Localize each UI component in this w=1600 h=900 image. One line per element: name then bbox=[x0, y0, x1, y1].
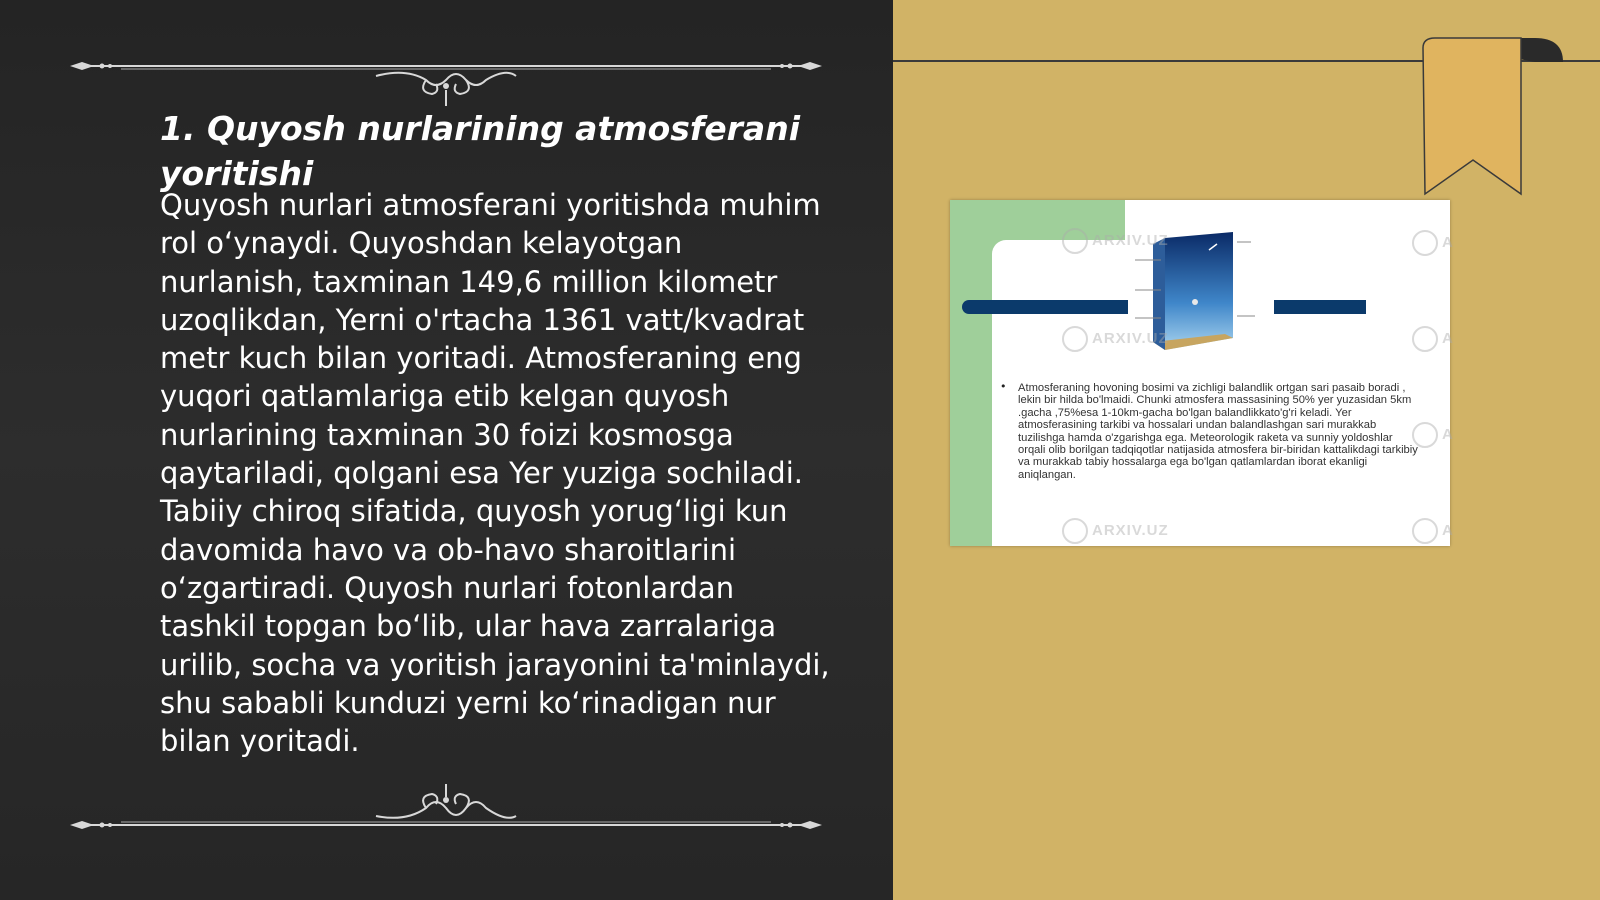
watermark: ARXIV.UZ bbox=[1062, 228, 1169, 254]
watermark-partial: A bbox=[1412, 326, 1454, 352]
watermark-partial: A bbox=[1412, 518, 1454, 544]
bottom-flourish-divider bbox=[66, 770, 826, 830]
inset-title-bar bbox=[962, 300, 1128, 314]
bookmark-ribbon-icon bbox=[1423, 38, 1535, 198]
watermark-partial: A bbox=[1412, 230, 1454, 256]
watermark: ARXIV.UZ bbox=[1062, 326, 1169, 352]
inset-title-bar-right bbox=[1274, 300, 1366, 314]
watermark-partial: A bbox=[1412, 422, 1454, 448]
watermark-search-icon bbox=[1062, 326, 1088, 352]
watermark-search-icon bbox=[1412, 518, 1438, 544]
inset-paragraph: Atmosferaning hovoning bosimi va zichligi balandlik ortgan sari pasaib boradi , lekin bir hilda bo'lmaidi. Chunki atmosfera massasining 50% yer yuzasidan 5km .gacha ,75%esa 1-10km-gacha bo'lgan balandlikkato'g'ri keladi. Yer atmosferasining tarkibi va hossalari undan balandlashgan sari murakkab tuzilishga hamda o'zgarishga ega. Meteorologik raketa va sunniy yoldoshlar orqali olib borilgan tadqiqotlar natijasida atmosfera bir-biridan kattalikdagi tarkibiy va murakkab tabiy hossalarga ega bo'lgan qatlamlardan iborat ekanligi aniqlangan. bbox=[1018, 382, 1418, 481]
top-flourish-divider bbox=[66, 50, 826, 110]
watermark-search-icon bbox=[1062, 228, 1088, 254]
watermark-search-icon bbox=[1412, 230, 1438, 256]
watermark: ARXIV.UZ bbox=[1062, 518, 1169, 544]
watermark-search-icon bbox=[1412, 422, 1438, 448]
watermark-search-icon bbox=[1412, 326, 1438, 352]
watermark-search-icon bbox=[1062, 518, 1088, 544]
inset-bullet: • bbox=[1000, 380, 1007, 393]
slide-title: 1. Quyosh nurlarining atmosferani yoritishi bbox=[160, 109, 801, 193]
slide-body-text: Quyosh nurlari atmosferani yoritishda muhim rol o‘ynaydi. Quyoshdan kelayotgan nurlanish, taxminan 149,6 million kilometr uzoqlikdan, Yerni o'rtacha 1361 vatt/kvadrat metr kuch bilan yoritadi. Atmosferaning eng yuqori qatlamlariga etib kelgan quyosh nurlarining taxminan 30 foizi kosmosga qaytariladi, qolgani esa Yer yuziga sochiladi. Tabiiy chiroq sifatida, quyosh yorug‘ligi kun davomida havo va ob-havo sharoitlarini o‘zgartiradi. Quyosh nurlari fotonlardan tashkil topgan bo‘lib, ular hava zarralariga urilib, socha va yoritish jarayonini ta'minlaydi, shu sababli kunduzi yerni ko‘rinadigan nur bilan yoritadi. bbox=[160, 188, 830, 759]
atmosphere-slide-image bbox=[950, 200, 1454, 546]
